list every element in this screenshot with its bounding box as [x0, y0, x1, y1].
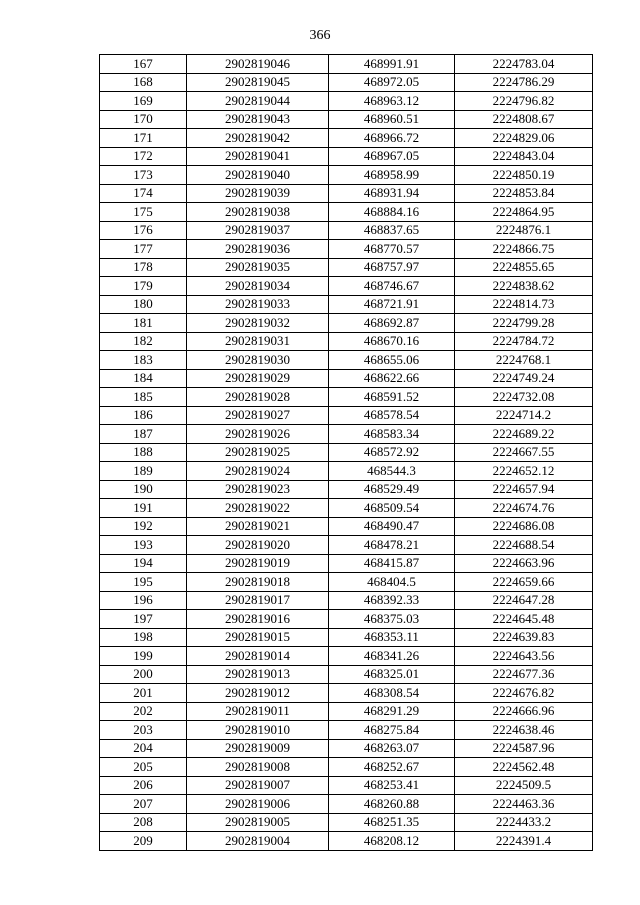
- table-row: [100, 573, 593, 592]
- point-id-cell: 2902819031: [187, 332, 329, 351]
- point-number-cell: 209: [100, 832, 187, 851]
- x-coordinate-cell: 468837.65: [329, 221, 455, 240]
- point-number-cell: 196: [100, 591, 187, 610]
- point-id-cell: 2902819005: [187, 813, 329, 832]
- x-coordinate-cell: 468692.87: [329, 314, 455, 333]
- point-id-cell: 2902819010: [187, 721, 329, 740]
- x-coordinate-cell: 468260.88: [329, 795, 455, 814]
- x-coordinate-cell: 468967.05: [329, 147, 455, 166]
- point-id-cell: 2902819030: [187, 351, 329, 370]
- y-coordinate-cell: 2224463.36: [455, 795, 593, 814]
- point-number-cell: 176: [100, 221, 187, 240]
- y-coordinate-cell: 2224864.95: [455, 203, 593, 222]
- point-id-cell: 2902819038: [187, 203, 329, 222]
- table-row: [100, 628, 593, 647]
- x-coordinate-cell: 468770.57: [329, 240, 455, 259]
- y-coordinate-cell: 2224786.29: [455, 73, 593, 92]
- y-coordinate-cell: 2224768.1: [455, 351, 593, 370]
- table-row: [100, 795, 593, 814]
- table-row: [100, 776, 593, 795]
- point-number-cell: 177: [100, 240, 187, 259]
- y-coordinate-cell: 2224714.2: [455, 406, 593, 425]
- point-number-cell: 167: [100, 55, 187, 74]
- point-number-cell: 195: [100, 573, 187, 592]
- table-row: [100, 221, 593, 240]
- point-number-cell: 192: [100, 517, 187, 536]
- x-coordinate-cell: 468960.51: [329, 110, 455, 129]
- y-coordinate-cell: 2224657.94: [455, 480, 593, 499]
- point-number-cell: 204: [100, 739, 187, 758]
- y-coordinate-cell: 2224391.4: [455, 832, 593, 851]
- x-coordinate-cell: 468578.54: [329, 406, 455, 425]
- y-coordinate-cell: 2224876.1: [455, 221, 593, 240]
- point-id-cell: 2902819027: [187, 406, 329, 425]
- table-row: [100, 591, 593, 610]
- y-coordinate-cell: 2224853.84: [455, 184, 593, 203]
- y-coordinate-cell: 2224676.82: [455, 684, 593, 703]
- x-coordinate-cell: 468404.5: [329, 573, 455, 592]
- table-row: [100, 406, 593, 425]
- x-coordinate-cell: 468275.84: [329, 721, 455, 740]
- point-id-cell: 2902819041: [187, 147, 329, 166]
- point-number-cell: 194: [100, 554, 187, 573]
- y-coordinate-cell: 2224652.12: [455, 462, 593, 481]
- table-row: [100, 684, 593, 703]
- point-number-cell: 174: [100, 184, 187, 203]
- y-coordinate-cell: 2224783.04: [455, 55, 593, 74]
- point-id-cell: 2902819028: [187, 388, 329, 407]
- table-row: [100, 610, 593, 629]
- table-row: [100, 295, 593, 314]
- x-coordinate-cell: 468966.72: [329, 129, 455, 148]
- table-row: [100, 758, 593, 777]
- point-id-cell: 2902819021: [187, 517, 329, 536]
- y-coordinate-cell: 2224843.04: [455, 147, 593, 166]
- table-row: [100, 110, 593, 129]
- point-id-cell: 2902819042: [187, 129, 329, 148]
- point-number-cell: 180: [100, 295, 187, 314]
- point-id-cell: 2902819033: [187, 295, 329, 314]
- x-coordinate-cell: 468670.16: [329, 332, 455, 351]
- point-id-cell: 2902819025: [187, 443, 329, 462]
- x-coordinate-cell: 468884.16: [329, 203, 455, 222]
- page-number: 366: [309, 28, 331, 43]
- x-coordinate-cell: 468478.21: [329, 536, 455, 555]
- x-coordinate-cell: 468529.49: [329, 480, 455, 499]
- x-coordinate-cell: 468972.05: [329, 73, 455, 92]
- x-coordinate-cell: 468341.26: [329, 647, 455, 666]
- x-coordinate-cell: 468353.11: [329, 628, 455, 647]
- y-coordinate-cell: 2224799.28: [455, 314, 593, 333]
- y-coordinate-cell: 2224838.62: [455, 277, 593, 296]
- point-number-cell: 202: [100, 702, 187, 721]
- table-row: [100, 369, 593, 388]
- point-id-cell: 2902819006: [187, 795, 329, 814]
- point-number-cell: 183: [100, 351, 187, 370]
- table-row: [100, 351, 593, 370]
- y-coordinate-cell: 2224808.67: [455, 110, 593, 129]
- point-id-cell: 2902819043: [187, 110, 329, 129]
- point-id-cell: 2902819004: [187, 832, 329, 851]
- y-coordinate-cell: 2224659.66: [455, 573, 593, 592]
- point-number-cell: 205: [100, 758, 187, 777]
- point-id-cell: 2902819009: [187, 739, 329, 758]
- y-coordinate-cell: 2224689.22: [455, 425, 593, 444]
- x-coordinate-cell: 468415.87: [329, 554, 455, 573]
- x-coordinate-cell: 468655.06: [329, 351, 455, 370]
- x-coordinate-cell: 468251.35: [329, 813, 455, 832]
- point-id-cell: 2902819037: [187, 221, 329, 240]
- point-id-cell: 2902819017: [187, 591, 329, 610]
- point-id-cell: 2902819024: [187, 462, 329, 481]
- y-coordinate-cell: 2224639.83: [455, 628, 593, 647]
- coordinates-table: [99, 54, 593, 851]
- point-id-cell: 2902819020: [187, 536, 329, 555]
- table-row: [100, 443, 593, 462]
- y-coordinate-cell: 2224587.96: [455, 739, 593, 758]
- x-coordinate-cell: 468253.41: [329, 776, 455, 795]
- x-coordinate-cell: 468263.07: [329, 739, 455, 758]
- x-coordinate-cell: 468991.91: [329, 55, 455, 74]
- x-coordinate-cell: 468375.03: [329, 610, 455, 629]
- table-body: [100, 55, 593, 851]
- table-row: [100, 92, 593, 111]
- table-row: [100, 184, 593, 203]
- table-row: [100, 536, 593, 555]
- point-id-cell: 2902819007: [187, 776, 329, 795]
- table-row: [100, 517, 593, 536]
- table-row: [100, 739, 593, 758]
- x-coordinate-cell: 468252.67: [329, 758, 455, 777]
- point-id-cell: 2902819022: [187, 499, 329, 518]
- table-row: [100, 813, 593, 832]
- y-coordinate-cell: 2224433.2: [455, 813, 593, 832]
- x-coordinate-cell: 468544.3: [329, 462, 455, 481]
- table-row: [100, 240, 593, 259]
- x-coordinate-cell: 468591.52: [329, 388, 455, 407]
- table-row: [100, 73, 593, 92]
- x-coordinate-cell: 468622.66: [329, 369, 455, 388]
- y-coordinate-cell: 2224562.48: [455, 758, 593, 777]
- table-row: [100, 332, 593, 351]
- y-coordinate-cell: 2224638.46: [455, 721, 593, 740]
- point-number-cell: 185: [100, 388, 187, 407]
- x-coordinate-cell: 468308.54: [329, 684, 455, 703]
- point-id-cell: 2902819019: [187, 554, 329, 573]
- table-row: [100, 665, 593, 684]
- y-coordinate-cell: 2224663.96: [455, 554, 593, 573]
- point-id-cell: 2902819040: [187, 166, 329, 185]
- y-coordinate-cell: 2224784.72: [455, 332, 593, 351]
- point-number-cell: 208: [100, 813, 187, 832]
- x-coordinate-cell: 468931.94: [329, 184, 455, 203]
- y-coordinate-cell: 2224677.36: [455, 665, 593, 684]
- point-id-cell: 2902819026: [187, 425, 329, 444]
- x-coordinate-cell: 468721.91: [329, 295, 455, 314]
- point-number-cell: 199: [100, 647, 187, 666]
- point-id-cell: 2902819035: [187, 258, 329, 277]
- point-number-cell: 191: [100, 499, 187, 518]
- x-coordinate-cell: 468746.67: [329, 277, 455, 296]
- point-id-cell: 2902819044: [187, 92, 329, 111]
- point-number-cell: 179: [100, 277, 187, 296]
- point-number-cell: 175: [100, 203, 187, 222]
- point-id-cell: 2902819014: [187, 647, 329, 666]
- point-number-cell: 178: [100, 258, 187, 277]
- point-number-cell: 171: [100, 129, 187, 148]
- table-row: [100, 554, 593, 573]
- point-number-cell: 184: [100, 369, 187, 388]
- x-coordinate-cell: 468325.01: [329, 665, 455, 684]
- point-id-cell: 2902819039: [187, 184, 329, 203]
- y-coordinate-cell: 2224850.19: [455, 166, 593, 185]
- point-number-cell: 201: [100, 684, 187, 703]
- point-id-cell: 2902819032: [187, 314, 329, 333]
- y-coordinate-cell: 2224749.24: [455, 369, 593, 388]
- point-number-cell: 187: [100, 425, 187, 444]
- point-id-cell: 2902819012: [187, 684, 329, 703]
- point-id-cell: 2902819023: [187, 480, 329, 499]
- y-coordinate-cell: 2224829.06: [455, 129, 593, 148]
- y-coordinate-cell: 2224647.28: [455, 591, 593, 610]
- y-coordinate-cell: 2224866.75: [455, 240, 593, 259]
- y-coordinate-cell: 2224855.65: [455, 258, 593, 277]
- x-coordinate-cell: 468208.12: [329, 832, 455, 851]
- point-number-cell: 169: [100, 92, 187, 111]
- table-row: [100, 166, 593, 185]
- point-number-cell: 190: [100, 480, 187, 499]
- table-row: [100, 480, 593, 499]
- point-number-cell: 198: [100, 628, 187, 647]
- point-number-cell: 188: [100, 443, 187, 462]
- point-number-cell: 206: [100, 776, 187, 795]
- point-number-cell: 203: [100, 721, 187, 740]
- y-coordinate-cell: 2224666.96: [455, 702, 593, 721]
- table-row: [100, 314, 593, 333]
- point-number-cell: 197: [100, 610, 187, 629]
- x-coordinate-cell: 468291.29: [329, 702, 455, 721]
- y-coordinate-cell: 2224688.54: [455, 536, 593, 555]
- table-row: [100, 277, 593, 296]
- y-coordinate-cell: 2224667.55: [455, 443, 593, 462]
- point-number-cell: 181: [100, 314, 187, 333]
- table-row: [100, 129, 593, 148]
- point-id-cell: 2902819015: [187, 628, 329, 647]
- table-row: [100, 499, 593, 518]
- point-number-cell: 170: [100, 110, 187, 129]
- table-row: [100, 147, 593, 166]
- table-row: [100, 702, 593, 721]
- point-number-cell: 168: [100, 73, 187, 92]
- point-id-cell: 2902819011: [187, 702, 329, 721]
- point-number-cell: 173: [100, 166, 187, 185]
- point-number-cell: 189: [100, 462, 187, 481]
- y-coordinate-cell: 2224686.08: [455, 517, 593, 536]
- y-coordinate-cell: 2224645.48: [455, 610, 593, 629]
- y-coordinate-cell: 2224674.76: [455, 499, 593, 518]
- point-number-cell: 182: [100, 332, 187, 351]
- table-row: [100, 462, 593, 481]
- x-coordinate-cell: 468490.47: [329, 517, 455, 536]
- point-number-cell: 193: [100, 536, 187, 555]
- table-row: [100, 647, 593, 666]
- table-row: [100, 425, 593, 444]
- table-row: [100, 832, 593, 851]
- point-number-cell: 172: [100, 147, 187, 166]
- x-coordinate-cell: 468572.92: [329, 443, 455, 462]
- point-id-cell: 2902819008: [187, 758, 329, 777]
- table-row: [100, 203, 593, 222]
- x-coordinate-cell: 468509.54: [329, 499, 455, 518]
- point-number-cell: 200: [100, 665, 187, 684]
- point-id-cell: 2902819036: [187, 240, 329, 259]
- point-number-cell: 186: [100, 406, 187, 425]
- x-coordinate-cell: 468583.34: [329, 425, 455, 444]
- point-number-cell: 207: [100, 795, 187, 814]
- point-id-cell: 2902819029: [187, 369, 329, 388]
- y-coordinate-cell: 2224643.56: [455, 647, 593, 666]
- point-id-cell: 2902819016: [187, 610, 329, 629]
- point-id-cell: 2902819018: [187, 573, 329, 592]
- point-id-cell: 2902819013: [187, 665, 329, 684]
- point-id-cell: 2902819034: [187, 277, 329, 296]
- y-coordinate-cell: 2224732.08: [455, 388, 593, 407]
- point-id-cell: 2902819045: [187, 73, 329, 92]
- x-coordinate-cell: 468963.12: [329, 92, 455, 111]
- table-row: [100, 55, 593, 74]
- y-coordinate-cell: 2224796.82: [455, 92, 593, 111]
- x-coordinate-cell: 468958.99: [329, 166, 455, 185]
- point-id-cell: 2902819046: [187, 55, 329, 74]
- x-coordinate-cell: 468757.97: [329, 258, 455, 277]
- y-coordinate-cell: 2224509.5: [455, 776, 593, 795]
- x-coordinate-cell: 468392.33: [329, 591, 455, 610]
- y-coordinate-cell: 2224814.73: [455, 295, 593, 314]
- table-row: [100, 388, 593, 407]
- table-row: [100, 258, 593, 277]
- table-row: [100, 721, 593, 740]
